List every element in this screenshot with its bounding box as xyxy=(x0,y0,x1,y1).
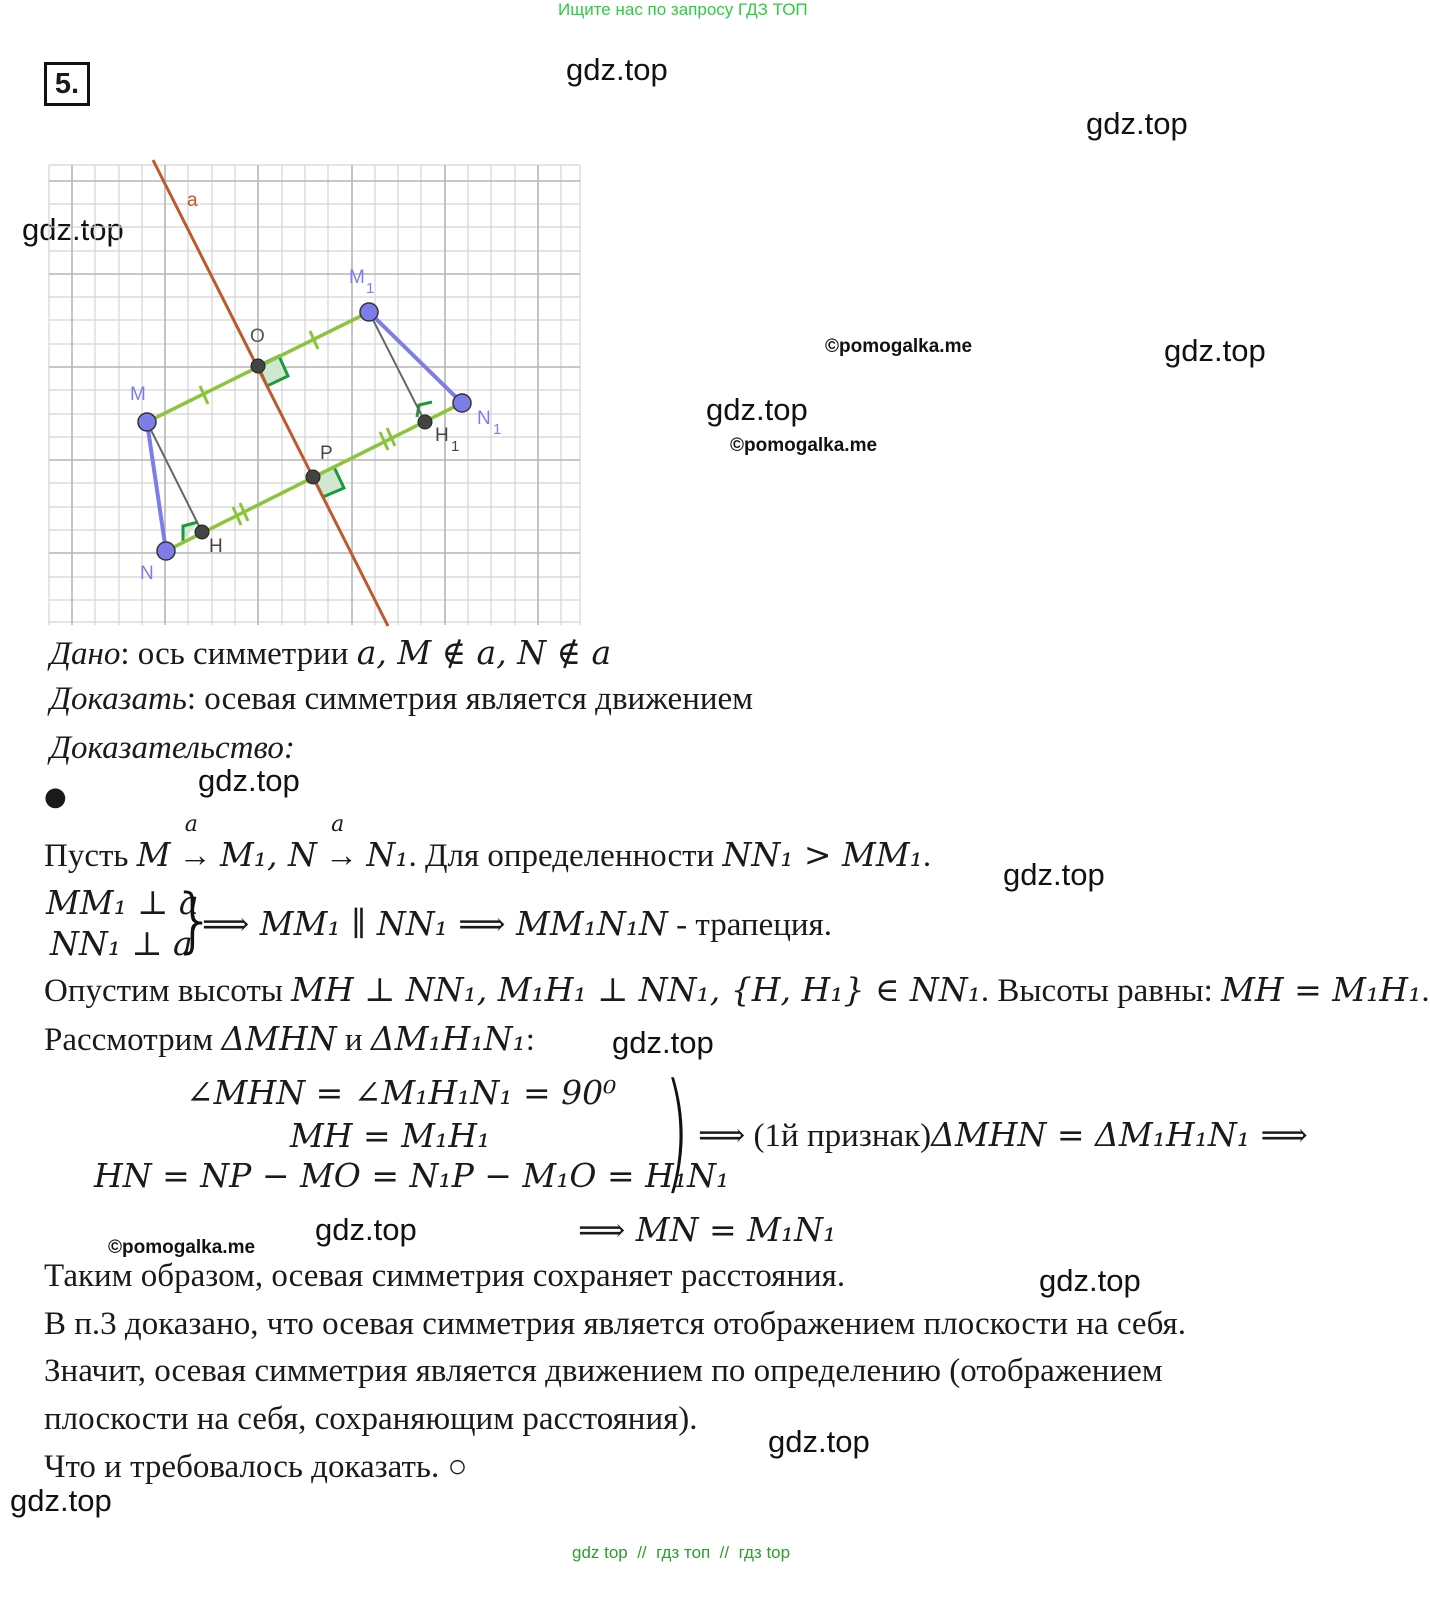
system1-brace: } xyxy=(172,879,217,961)
watermark: gdz.top xyxy=(1164,333,1266,368)
segment-M1N1 xyxy=(369,312,462,403)
watermark: gdz.top xyxy=(566,52,668,87)
label-N1-sub: 1 xyxy=(493,421,502,438)
watermark: gdz.top xyxy=(198,763,300,798)
footer-links[interactable]: gdz top // гдз топ // гдз top xyxy=(572,1543,791,1562)
point-H xyxy=(195,525,209,539)
copyright: ©pomogalka.me xyxy=(730,435,878,456)
watermark: gdz.top xyxy=(22,212,124,247)
system2-row2: MH = M₁H₁ xyxy=(290,1116,491,1155)
point-N1 xyxy=(453,394,471,412)
given-label: Дано xyxy=(50,636,121,672)
proof-line-1: Пусть M a → M₁, N a → N₁. Для определенности NN₁ > MM₁. xyxy=(44,812,932,874)
system1-result: ⟹ MM₁ ∥ NN₁ ⟹ MM₁N₁N - трапеция. xyxy=(202,904,832,943)
watermark: gdz.top xyxy=(1003,857,1105,892)
given-math: a, M ∉ a, N ∉ a xyxy=(356,633,612,672)
bullet: ● xyxy=(44,782,67,812)
prove-label: Доказать xyxy=(50,681,187,717)
system2-row1: ∠MHN = ∠M₁H₁N₁ = 90⁰ xyxy=(186,1073,617,1112)
point-H1 xyxy=(418,415,432,429)
system1-row1: MM₁ ⊥ a xyxy=(46,883,199,922)
given-line xyxy=(50,633,611,673)
conclusion-3: Значит, осевая симметрия является движением по определению (отображением xyxy=(44,1353,1163,1389)
system1-row2: NN₁ ⊥ a xyxy=(50,924,193,963)
point-N xyxy=(157,542,175,560)
proof-label: Доказательство: xyxy=(50,730,295,766)
point-M xyxy=(138,413,156,431)
watermark: gdz.top xyxy=(10,1483,112,1518)
system2-brace: ) xyxy=(664,1055,690,1207)
prove-line xyxy=(50,681,753,718)
watermark: gdz.top xyxy=(768,1424,870,1459)
arrow-a-2: a → xyxy=(325,812,359,874)
label-N: N xyxy=(140,563,154,584)
system2-result-2: ⟹ MN = M₁N₁ xyxy=(578,1210,837,1249)
label-H: H xyxy=(209,536,223,557)
geometry-figure xyxy=(46,158,586,628)
label-P: P xyxy=(320,443,333,464)
label-O: O xyxy=(250,326,265,347)
label-M: M xyxy=(130,384,146,405)
header-note: Ищите нас по запросу ГДЗ ТОП xyxy=(558,0,808,19)
given-text: : ось симметрии xyxy=(120,636,357,672)
point-M1 xyxy=(360,303,378,321)
watermark: gdz.top xyxy=(315,1212,417,1247)
label-N1: N xyxy=(477,408,491,429)
copyright: ©pomogalka.me xyxy=(108,1237,256,1258)
copyright: ©pomogalka.me xyxy=(825,336,973,357)
prove-text: : осевая симметрия является движением xyxy=(186,681,754,717)
proof-line-3: Опустим высоты MH ⊥ NN₁, M₁H₁ ⊥ NN₁, {H, H₁} ∈ NN₁. Высоты равны: MH = M₁H₁. xyxy=(44,970,1430,1009)
tick-marks xyxy=(200,331,395,525)
watermark: gdz.top xyxy=(706,392,808,427)
label-H1-sub: 1 xyxy=(451,438,460,455)
watermark: gdz.top xyxy=(612,1025,714,1060)
arrow-a-1: a → xyxy=(178,812,212,874)
watermark: gdz.top xyxy=(1086,106,1188,141)
system2-result: ⟹ (1й признак)ΔMHN = ΔM₁H₁N₁ ⟹ xyxy=(698,1115,1308,1154)
point-O xyxy=(251,359,265,373)
label-H1: H xyxy=(435,425,449,446)
system2-row3: HN = NP − MO = N₁P − M₁O = H₁N₁ xyxy=(94,1156,730,1195)
conclusion-5: Что и требовалось доказать. ○ xyxy=(44,1449,468,1485)
label-M1: M xyxy=(349,267,365,288)
label-a: a xyxy=(187,190,198,211)
task-number: 5. xyxy=(44,62,90,106)
label-M1-sub: 1 xyxy=(366,280,375,297)
major-grid xyxy=(49,165,580,625)
watermark: gdz.top xyxy=(1039,1263,1141,1298)
grid xyxy=(49,165,580,625)
conclusion-1: Таким образом, осевая симметрия сохраняет расстояния. xyxy=(44,1258,846,1294)
conclusion-2: В п.3 доказано, что осевая симметрия является отображением плоскости на себя. xyxy=(44,1306,1186,1342)
conclusion-4: плоскости на себя, сохраняющим расстояния). xyxy=(44,1401,698,1437)
point-P xyxy=(306,470,320,484)
proof-line-4: Рассмотрим ΔMHN и ΔM₁H₁N₁: xyxy=(44,1019,535,1058)
